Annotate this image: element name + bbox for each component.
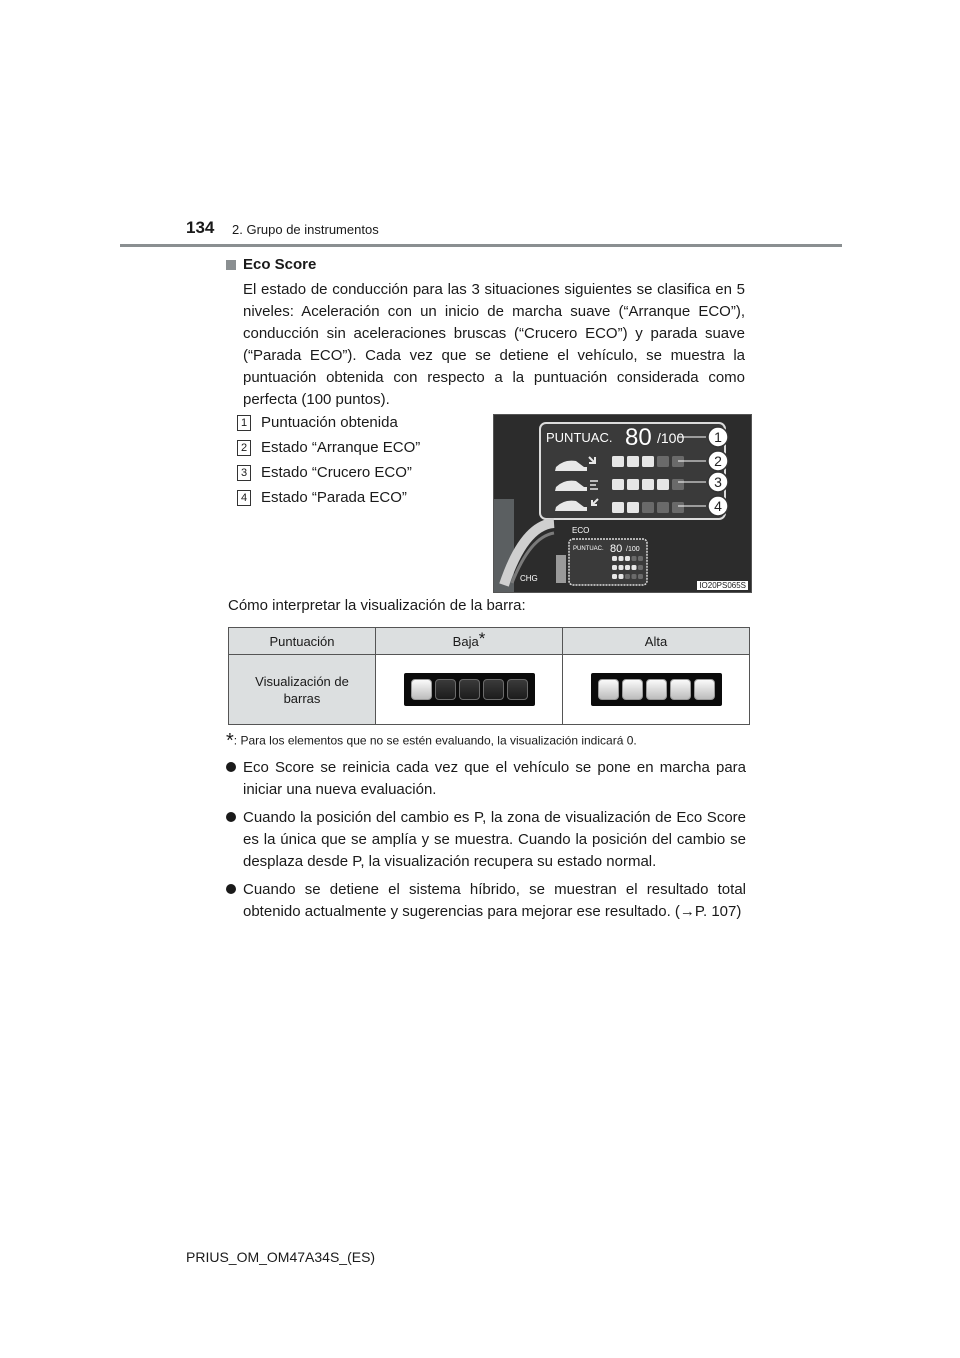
eco-label: ECO bbox=[572, 526, 590, 535]
bar-segment-lit bbox=[622, 679, 643, 700]
table-intro: Cómo interpretar la visualización de la barra: bbox=[228, 597, 526, 614]
eco-score-figure bbox=[493, 414, 752, 593]
bullet-text: Eco Score se reinicia cada vez que el vehículo se pone en marcha para iniciar una nueva evaluación. bbox=[243, 759, 746, 798]
bullet-text: Cuando la posición del cambio es P, la zona de visualización de Eco Score es la única que se amplía y se muestra. Cuando la posición del cambio se desplaza desde P, la visualización recupera su estado normal. bbox=[243, 809, 746, 870]
figure-bar-segment-lit bbox=[642, 456, 654, 467]
figure-bar-segment-lit bbox=[627, 479, 639, 490]
figure-bar-segment-unlit bbox=[642, 502, 654, 513]
figure-bar-segment-lit bbox=[612, 565, 617, 570]
score-value: 80 bbox=[625, 424, 652, 451]
small-battery-icon bbox=[556, 555, 566, 583]
bar-segment-lit bbox=[411, 679, 432, 700]
figure-bar-segment-unlit bbox=[672, 479, 684, 490]
figure-bar-segment-lit bbox=[612, 574, 617, 579]
figure-bar-segment-lit bbox=[619, 556, 624, 561]
section-heading bbox=[226, 256, 316, 273]
list-item bbox=[226, 879, 746, 923]
figure-bar-segment-unlit bbox=[632, 556, 637, 561]
figure-code: IO20PS065S bbox=[699, 581, 746, 590]
callout-item bbox=[237, 435, 487, 460]
figure-bar-segment-lit bbox=[625, 565, 630, 570]
bar-segment-unlit bbox=[435, 679, 456, 700]
footnote bbox=[226, 730, 637, 753]
callout-label: Puntuación obtenida bbox=[261, 414, 398, 431]
figure-bar-segment-lit bbox=[619, 565, 624, 570]
figure-bar-segment-unlit bbox=[625, 574, 630, 579]
score-bars bbox=[612, 456, 684, 513]
figure-bar-segment-lit bbox=[612, 479, 624, 490]
small-score-bars bbox=[612, 556, 643, 579]
chg-label: CHG bbox=[520, 574, 538, 583]
callout-number-box: 3 bbox=[237, 465, 251, 481]
figure-bar-segment-unlit bbox=[657, 502, 669, 513]
callout-item bbox=[237, 460, 487, 485]
callout-label: Estado “Crucero ECO” bbox=[261, 464, 412, 481]
row-label bbox=[229, 655, 376, 725]
small-score-label: PUNTUAC. bbox=[573, 546, 604, 552]
section-title: 2. Grupo de instrumentos bbox=[232, 222, 379, 237]
bullet-text: Cuando se detiene el sistema híbrido, se muestran el resultado total obtenido actualmente y sugerencias para mejorar ese resultado. (→P. 107) bbox=[243, 881, 746, 920]
high-bar-strip bbox=[591, 673, 722, 706]
bar-segment-lit bbox=[694, 679, 715, 700]
callout-circle-3: 3 bbox=[714, 474, 722, 490]
bar-segment-lit bbox=[646, 679, 667, 700]
figure-bar-segment-lit bbox=[642, 479, 654, 490]
bullet-dot-icon bbox=[226, 884, 236, 894]
figure-bar-segment-lit bbox=[619, 574, 624, 579]
eco-score-illustration bbox=[494, 415, 751, 592]
figure-bar-segment-lit bbox=[612, 556, 617, 561]
page-number: 134 bbox=[186, 218, 215, 237]
high-bar-cell bbox=[563, 655, 750, 725]
score-label: PUNTUAC. bbox=[546, 430, 613, 445]
table-header-row bbox=[229, 628, 750, 655]
bullet-dot-icon bbox=[226, 812, 236, 822]
low-bar-strip bbox=[404, 673, 535, 706]
row-label-line-1: Visualización de bbox=[255, 673, 349, 689]
callout-number-box: 4 bbox=[237, 490, 251, 506]
score-max: /100 bbox=[657, 430, 685, 446]
list-item bbox=[226, 807, 746, 873]
callout-item bbox=[237, 485, 487, 510]
figure-bar-segment-unlit bbox=[657, 456, 669, 467]
callout-item bbox=[237, 410, 487, 435]
figure-bar-segment-unlit bbox=[638, 574, 643, 579]
figure-bar-segment-lit bbox=[632, 565, 637, 570]
small-score-value: 80 bbox=[610, 543, 623, 555]
callout-circle-2: 2 bbox=[714, 453, 722, 469]
footnote-marker: * bbox=[226, 730, 234, 752]
figure-bar-segment-unlit bbox=[632, 574, 637, 579]
row-label-line-2: barras bbox=[283, 690, 321, 706]
small-score-max: /100 bbox=[626, 546, 640, 553]
bar-segment-lit bbox=[670, 679, 691, 700]
footnote-text: : Para los elementos que no se estén evaluando, la visualización indicará 0. bbox=[233, 733, 637, 748]
callout-circle-1: 1 bbox=[714, 429, 722, 445]
figure-bar-segment-lit bbox=[612, 456, 624, 467]
bar-segment-unlit bbox=[483, 679, 504, 700]
document-code: PRIUS_OM_OM47A34S_(ES) bbox=[186, 1249, 376, 1265]
heading-text: Eco Score bbox=[243, 256, 317, 273]
table-row bbox=[229, 655, 750, 725]
callout-circle-4: 4 bbox=[714, 498, 722, 514]
list-item bbox=[226, 757, 746, 801]
low-bar-cell bbox=[376, 655, 563, 725]
header-score: Puntuación bbox=[229, 628, 376, 655]
figure-bar-segment-unlit bbox=[638, 565, 643, 570]
header-high: Alta bbox=[563, 628, 750, 655]
callout-number-box: 1 bbox=[237, 415, 251, 431]
square-bullet-icon bbox=[226, 260, 236, 270]
figure-bar-segment-lit bbox=[627, 456, 639, 467]
intro-paragraph: El estado de conducción para las 3 situaciones siguientes se clasifica en 5 niveles: Aceleración con un inicio de marcha suave (“Arranque ECO”), conducción sin aceleraciones bruscas (“Crucero ECO”) y parada suave (“Parada ECO”). Cada vez que se detiene el vehículo, se muestra la puntuación obtenida con respecto a la puntuación considerada como perfecta (100 puntos). bbox=[243, 281, 745, 408]
bullet-list bbox=[226, 757, 746, 929]
callout-list bbox=[237, 410, 487, 510]
header-low bbox=[376, 628, 563, 655]
asterisk-marker: * bbox=[478, 628, 486, 648]
bar-display-table bbox=[228, 627, 750, 725]
callout-label: Estado “Parada ECO” bbox=[261, 489, 407, 506]
figure-bar-segment-unlit bbox=[638, 556, 643, 561]
header-low-text: Baja bbox=[452, 633, 479, 649]
callout-label: Estado “Arranque ECO” bbox=[261, 439, 421, 456]
figure-bar-segment-lit bbox=[625, 556, 630, 561]
header-divider bbox=[120, 244, 842, 247]
figure-bar-segment-lit bbox=[612, 502, 624, 513]
bar-segment-unlit bbox=[459, 679, 480, 700]
figure-bar-segment-lit bbox=[657, 479, 669, 490]
bullet-dot-icon bbox=[226, 762, 236, 772]
callout-number-box: 2 bbox=[237, 440, 251, 456]
figure-bar-segment-lit bbox=[627, 502, 639, 513]
bar-segment-lit bbox=[598, 679, 619, 700]
bar-segment-unlit bbox=[507, 679, 528, 700]
figure-bar-segment-unlit bbox=[672, 502, 684, 513]
